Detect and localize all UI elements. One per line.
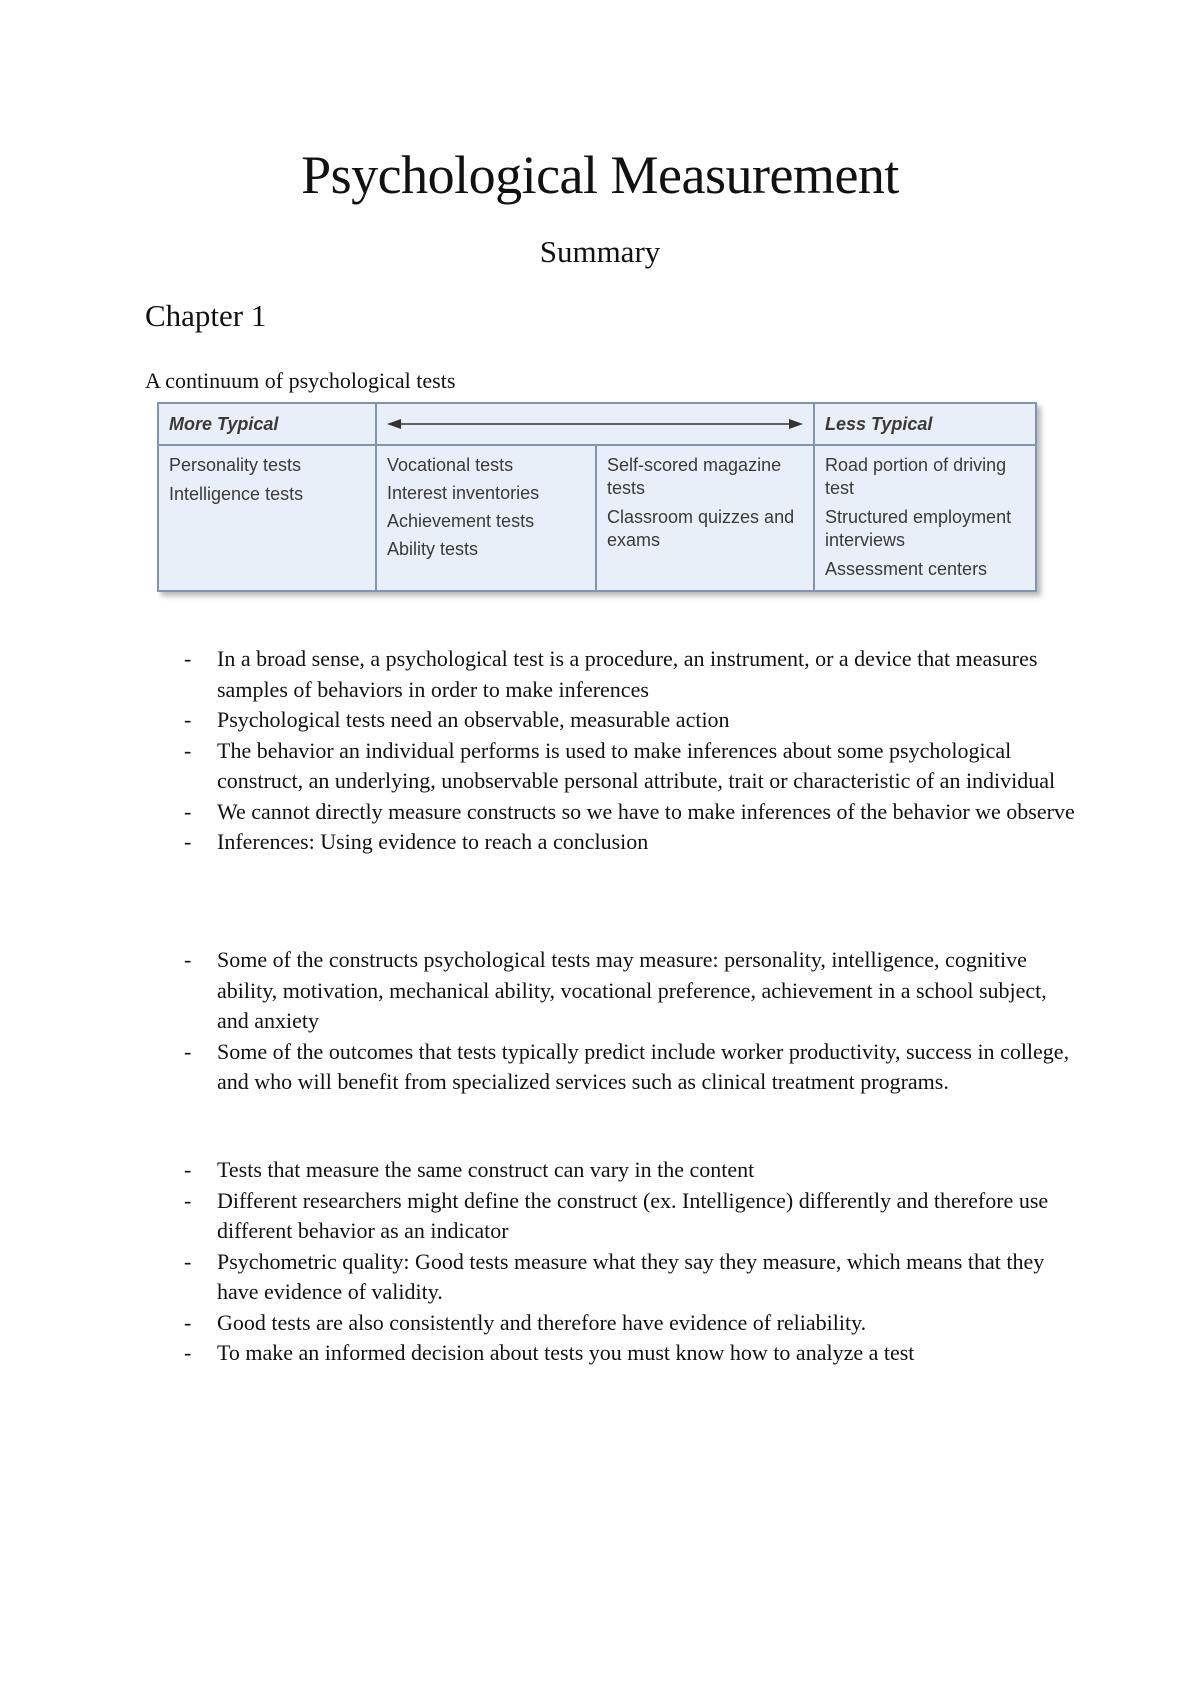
table-cell: Achievement tests (387, 511, 535, 531)
table-caption: A continuum of psychological tests (145, 368, 456, 393)
page-title: Psychological Measurement (301, 145, 899, 205)
table-cell: Road portion of driving test (825, 455, 1007, 498)
table-cell: Intelligence tests (169, 484, 304, 504)
list-item: - Tests that measure the same construct can vary in the content (180, 1155, 1080, 1186)
continuum-figure (157, 402, 1037, 592)
table-cell: Classroom quizzes and exams (607, 507, 795, 550)
list-item: - Good tests are also consistently and therefore have evidence of reliability. (180, 1308, 1080, 1339)
header-arrow-cell (377, 404, 815, 444)
table-cell: Structured employment interviews (825, 507, 1012, 550)
table-cell: Assessment centers (825, 559, 988, 579)
list-item: - Psychometric quality: Good tests measure what they say they measure, which means that they have evidence of validity. (180, 1247, 1080, 1308)
list-item: - Different researchers might define the construct (ex. Intelligence) differently and therefore use different behavior as an indicator (180, 1186, 1080, 1247)
list-item: - Psychological tests need an observable, measurable action (180, 705, 1080, 736)
table-column-1 (159, 446, 377, 590)
table-cell: Vocational tests (387, 455, 514, 475)
header-less-typical: Less Typical (825, 414, 933, 434)
bullet-list-constructs (180, 945, 1080, 1098)
table-cell: Personality tests (169, 455, 302, 475)
bullet-list-quality (180, 1155, 1080, 1369)
header-more-typical: More Typical (159, 404, 377, 444)
table-column-4 (815, 446, 1035, 590)
table-cell: Ability tests (387, 539, 479, 559)
double-headed-arrow-icon (385, 416, 805, 432)
list-item: - The behavior an individual performs is used to make inferences about some psychological construct, an underlying, unobservable personal attribute, trait or characteristic of an individual (180, 736, 1080, 797)
table-cell: Self-scored magazine tests (607, 455, 782, 498)
table-cell: Interest inventories (387, 483, 540, 503)
chapter-heading: Chapter 1 (145, 298, 267, 333)
list-item: - Inferences: Using evidence to reach a conclusion (180, 827, 1080, 858)
list-item: - In a broad sense, a psychological test is a procedure, an instrument, or a device that measures samples of behaviors in order to make inferences (180, 644, 1080, 705)
list-item: - Some of the outcomes that tests typically predict include worker productivity, success in college, and who will benefit from specialized services such as clinical treatment programs. (180, 1037, 1080, 1098)
bullet-list-definitions (180, 644, 1080, 858)
figure-header (159, 404, 1035, 446)
subtitle: Summary (539, 234, 661, 269)
list-item: - To make an informed decision about tests you must know how to analyze a test (180, 1338, 1080, 1369)
list-item: - We cannot directly measure constructs so we have to make inferences of the behavior we observe (180, 797, 1080, 828)
table-column-2 (377, 446, 597, 590)
table-column-3 (597, 446, 815, 590)
list-item: - Some of the constructs psychological tests may measure: personality, intelligence, cognitive ability, motivation, mechanical ability, vocational preference, achievement in a school subject, and anxiety (180, 945, 1080, 1037)
